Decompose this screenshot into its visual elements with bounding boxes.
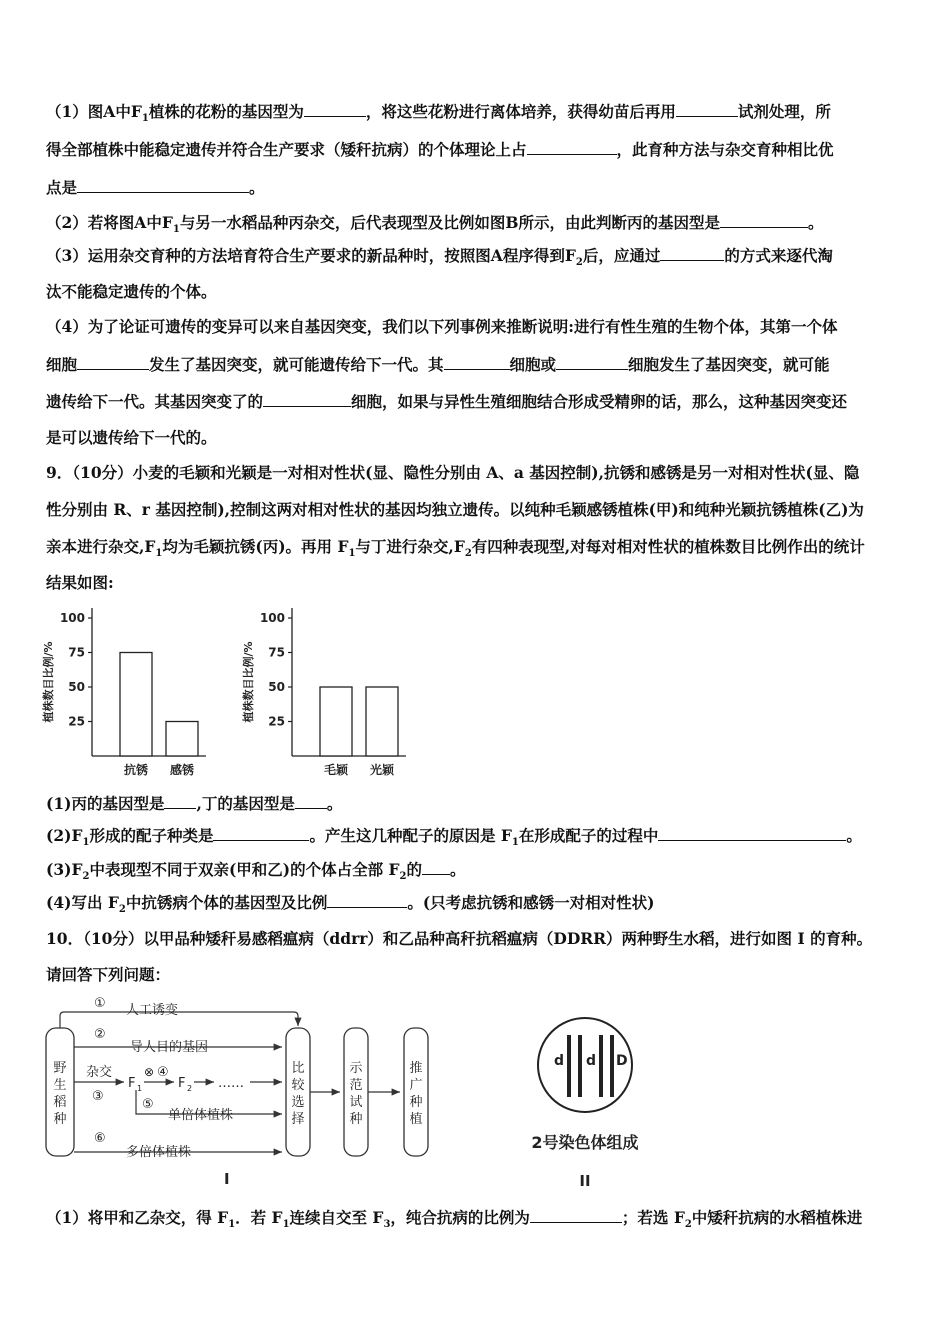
y-tick-label: 25 [68, 714, 85, 729]
blank [530, 1208, 622, 1223]
y-axis-label: 植株数目比例/% [242, 641, 255, 723]
num-6: ⑥ [94, 1131, 106, 1146]
bar-光颖 [366, 687, 398, 756]
q10-sub-1: （1）将甲和乙杂交，得 $F_1$．若 $F_1$连续自交至 $F_3$，纯合抗病的比例为 ；若选 $F_2$中矮秆抗病的水稻植株进 [46, 1208, 863, 1231]
q8-line-1: （1）图A中$F_1$植株的花粉的基因型为 ，将这些花粉进行离体培养，获得幼苗后再用 试剂处理，所 [46, 102, 831, 125]
blank [164, 794, 196, 809]
chromosome-diagram-II [500, 1010, 670, 1190]
box1-char: 较 [291, 1078, 305, 1093]
source-label-char: 生 [53, 1078, 67, 1093]
box2-char: 种 [349, 1112, 363, 1127]
path5-label: 单倍体植株 [168, 1108, 234, 1123]
f2-label: F [178, 1076, 186, 1091]
box1-char: 选 [291, 1095, 305, 1110]
box3-char: 种 [409, 1095, 423, 1110]
q10-line-1: 10．（10分）以甲品种矮秆易感稻瘟病（ddrr）和乙品种高秆抗稻瘟病（DDRR）两种野生水稻，进行如图 I 的育种。 [46, 929, 873, 948]
blank [295, 794, 327, 809]
dots-label: …… [218, 1076, 244, 1091]
y-tick-label: 25 [268, 714, 285, 729]
y-tick-label: 75 [68, 645, 85, 660]
x-category-label: 感锈 [169, 763, 195, 777]
q9-line-3: 亲本进行杂交$,F_1$均为毛颖抗锈(丙)。再用 $F_1$与丁进行杂交$,F_2$有四种表现型,对每对相对性状的植株数目比例作出的统计 [46, 537, 865, 560]
path1-label: 人工诱变 [126, 1003, 179, 1018]
self-cross-icon: ⊗ [144, 1065, 155, 1079]
chromosome-bar [567, 1035, 571, 1097]
blank [422, 860, 450, 875]
diagram1-caption: I [224, 1170, 230, 1188]
box1-char: 择 [291, 1112, 305, 1127]
q9-line-4: 结果如图: [46, 573, 114, 592]
box2-char: 试 [349, 1095, 363, 1110]
x-category-label: 抗锈 [123, 763, 149, 777]
bar-毛颖 [320, 687, 352, 756]
box3-char: 广 [409, 1078, 423, 1093]
q8-line-2: 得全部植株中能稳定遗传并符合生产要求（矮秆抗病）的个体理论上占 ，此育种方法与杂交育种相比优 [46, 140, 834, 159]
f2-sub: 2 [187, 1084, 193, 1093]
q8-line-9: 遗传给下一代。其基因突变了的 细胞，如果与异性生殖细胞结合形成受精卵的话，那么，这种基因突变还 [46, 392, 848, 411]
f1-sub: 1 [137, 1084, 143, 1093]
q8-line-4: （2）若将图A中$F_1$与另一水稻品种丙杂交，后代表现型及比例如图B所示，由此判断丙的基因型是 。 [46, 213, 824, 236]
blank [77, 178, 249, 193]
diagram2-caption: II [579, 1172, 591, 1190]
box3-char: 植 [409, 1112, 423, 1127]
q9-sub-3: $(3)F_2$中表现型不同于双亲(甲和乙)的个体占全部 $F_2$的 。 [46, 860, 466, 883]
gene-label: d [554, 1053, 565, 1069]
num-4: ④ [157, 1065, 169, 1080]
gene-label-D: D [616, 1053, 628, 1069]
source-label-char: 种 [53, 1112, 67, 1127]
q9-sub-4: (4)写出 $F_2$中抗锈病个体的基因型及比例 。(只考虑抗锈和感锈一对相对性状) [46, 893, 655, 916]
blank [444, 355, 510, 370]
x-category-label: 光颖 [369, 763, 395, 777]
y-tick-label: 100 [59, 611, 85, 625]
blank [77, 355, 149, 370]
blank [213, 826, 309, 841]
source-label-char: 野 [53, 1061, 67, 1076]
blank [304, 102, 366, 117]
x-category-label: 毛颖 [323, 763, 349, 777]
gene-label: d [586, 1053, 597, 1069]
q9-sub-2: $(2)F_1$形成的配子种类是 。产生这几种配子的原因是 $F_1$在形成配子的过程中 。 [46, 826, 862, 849]
q8-line-5: （3）运用杂交育种的方法培育符合生产要求的新品种时，按照图A程序得到$F_2$后，应通过 的方式来逐代淘 [46, 246, 833, 269]
y-tick-label: 75 [268, 645, 285, 660]
box3-char: 推 [409, 1061, 423, 1076]
q8-line-7: （4）为了论证可遗传的变异可以来自基因突变，我们以下列事例来推断说明:进行有性生殖的生物个体，其第一个体 [46, 317, 838, 336]
path6-label: 多倍体植株 [126, 1145, 192, 1160]
path2-label: 导人目的基因 [130, 1040, 209, 1055]
bar-抗锈 [120, 653, 152, 757]
y-axis-label: 植株数目比例/% [42, 641, 55, 723]
blank [327, 893, 407, 908]
blank [676, 102, 738, 117]
blank [660, 246, 724, 261]
chromosome-bar [610, 1035, 614, 1097]
diagram2-title: 2号染色体组成 [531, 1133, 639, 1152]
box2-char: 范 [349, 1078, 363, 1093]
box1-char: 比 [291, 1061, 305, 1076]
q8-line-10: 是可以遗传给下一代的。 [46, 428, 217, 447]
breeding-diagram-I [44, 992, 444, 1192]
num-5: ⑤ [142, 1097, 154, 1112]
path3-label: 杂交 [86, 1065, 113, 1080]
q8-line-8: 细胞 发生了基因突变，就可能遗传给下一代。其 细胞或 细胞发生了基因突变，就可能 [46, 355, 830, 374]
q9-charts [40, 600, 440, 785]
num-2: ② [94, 1027, 106, 1042]
q9-line-1: 9．（10分）小麦的毛颖和光颖是一对相对性状(显、隐性分别由 A、a 基因控制),抗锈和感锈是另一对相对性状(显、隐 [46, 463, 860, 482]
source-label-char: 稻 [53, 1095, 67, 1110]
blank [556, 355, 628, 370]
q10-line-2: 请回答下列问题： [46, 965, 171, 984]
blank [263, 392, 351, 407]
q9-sub-1: (1)丙的基因型是 ,丁的基因型是 。 [46, 794, 343, 813]
box2-char: 示 [349, 1061, 363, 1076]
q8-line-3: 点是 。 [46, 178, 265, 197]
blank [527, 140, 617, 155]
num-1: ① [94, 996, 106, 1011]
num-3: ③ [92, 1089, 104, 1104]
y-tick-label: 50 [68, 680, 85, 694]
blank [720, 213, 808, 228]
y-tick-label: 50 [268, 680, 285, 694]
blank [658, 826, 846, 841]
chromosome-bar [578, 1035, 582, 1097]
y-tick-label: 100 [259, 611, 285, 625]
q8-line-6: 汰不能稳定遗传的个体。 [46, 282, 217, 301]
f1-label: F [128, 1076, 136, 1091]
q9-line-2: 性分别由 R、r 基因控制),控制这两对相对性状的基因均独立遗传。以纯种毛颖感锈植株(甲)和纯种光颖抗锈植株(乙)为 [46, 500, 864, 519]
bar-感锈 [166, 722, 198, 757]
